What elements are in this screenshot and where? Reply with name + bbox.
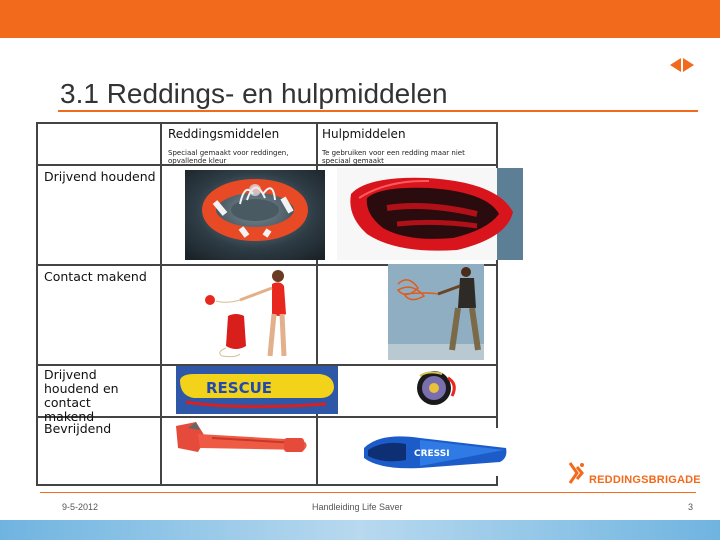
top-banner (0, 0, 720, 38)
rescue-tube-image (176, 366, 338, 414)
row-label: Drijvend houdend (44, 169, 156, 184)
rescue-tube-label: RESCUE (206, 379, 273, 397)
bottom-banner (0, 520, 720, 540)
page-number: 3 (688, 502, 694, 512)
footer-title: Handleiding Life Saver (312, 502, 403, 512)
rope-throw-image (388, 264, 484, 360)
header-subtitle: Te gebruiken voor een redding maar niet speciaal gemaakt (322, 149, 465, 165)
row-label: Bevrijdend (44, 421, 112, 436)
rescue-hammer-image (166, 418, 314, 484)
lifebuoy-ring-image (185, 170, 325, 260)
reddingsbrigade-logo (568, 460, 701, 486)
next-slide-icon[interactable] (683, 58, 694, 72)
footer-date: 9-5-2012 (62, 502, 99, 512)
swim-fin-image (360, 428, 510, 476)
row-label: Drijvend houdend en contact makend (44, 367, 119, 424)
header-subtitle: Speciaal gemaakt voor reddingen, opvallende kleur (168, 149, 289, 165)
slide-title: 3.1 Reddings- en hulpmiddelen (60, 78, 448, 109)
throwbag-lifeguard-image (196, 266, 296, 360)
header-title: Hulpmiddelen (322, 127, 406, 141)
title-underline (58, 110, 698, 112)
logo-text: REDDINGSBRIGADE (589, 474, 701, 486)
row-label: Contact makend (44, 269, 147, 284)
header-reddingsmiddelen (168, 127, 308, 165)
footer-divider (40, 492, 696, 493)
inflatable-boat-image (337, 168, 523, 260)
header-title: Reddingsmiddelen (168, 127, 280, 141)
header-hulpmiddelen (322, 127, 492, 165)
rope-reel-image (408, 366, 464, 410)
fin-brand-label: CRESSI (414, 449, 450, 459)
reddingsbrigade-emblem-icon (568, 461, 586, 485)
previous-slide-icon[interactable] (670, 58, 681, 72)
slide-navigation (670, 58, 694, 72)
